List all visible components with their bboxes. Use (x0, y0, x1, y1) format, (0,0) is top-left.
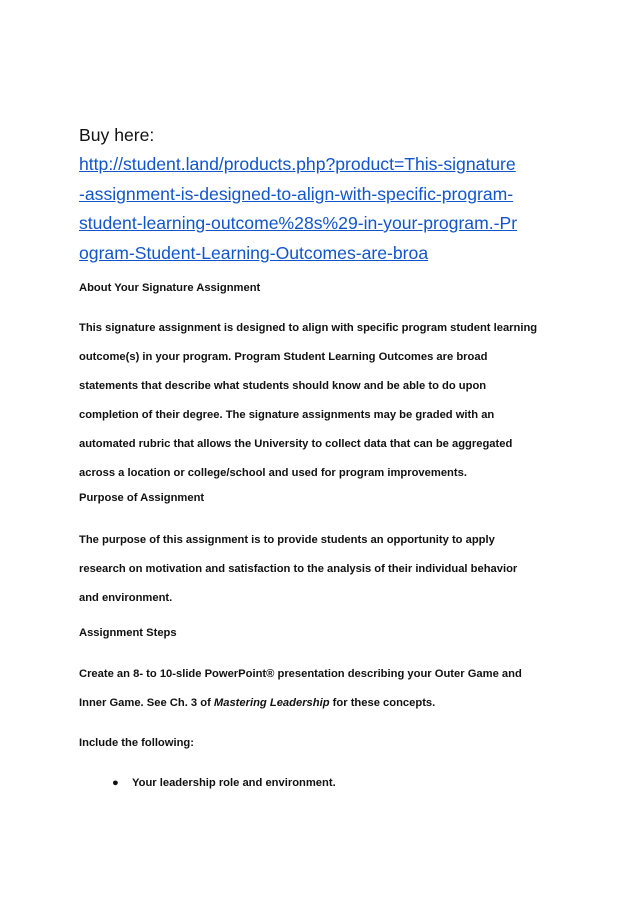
link-line[interactable]: student-learning-outcome%28s%29-in-your-program.-Pr (79, 213, 518, 233)
bullet-text: Your leadership role and environment. (132, 777, 336, 789)
include-label: Include the following: (79, 737, 194, 749)
paragraph-line: The purpose of this assignment is to provide students an opportunity to apply (79, 534, 495, 546)
paragraph-line: research on motivation and satisfaction to the analysis of their individual behavior (79, 563, 518, 575)
paragraph-line (79, 689, 579, 718)
purpose-heading: Purpose of Assignment (79, 492, 205, 504)
steps-heading: Assignment Steps (79, 627, 177, 639)
link-line[interactable]: http://student.land/products.php?product=This-signature (79, 154, 516, 174)
about-heading: About Your Signature Assignment (79, 282, 261, 294)
paragraph-line: outcome(s) in your program. Program Student Learning Outcomes are broad (79, 351, 488, 363)
paragraph-line: This signature assignment is designed to align with specific program student learning (79, 322, 538, 334)
purpose-paragraph (79, 526, 579, 613)
steps-paragraph (79, 660, 579, 718)
paragraph-line: across a location or college/school and used for program improvements. (79, 467, 467, 479)
book-title: Mastering Leadership (213, 697, 330, 709)
paragraph-line: and environment. (79, 592, 173, 604)
line-text: Inner Game. See Ch. 3 of (79, 697, 214, 709)
paragraph-line: statements that describe what students should know and be able to do upon (79, 380, 487, 392)
paragraph-line: Create an 8- to 10-slide PowerPoint® presentation describing your Outer Game and (79, 668, 522, 680)
buy-here-label: Buy here: (79, 125, 155, 145)
link-line[interactable]: ogram-Student-Learning-Outcomes-are-broa (79, 242, 429, 263)
paragraph-line: automated rubric that allows the University to collect data that can be aggregated (79, 438, 513, 450)
link-line[interactable]: -assignment-is-designed-to-align-with-specific-program- (79, 183, 514, 204)
paragraph-line: completion of their degree. The signature assignments may be graded with an (79, 409, 495, 421)
bullet-dot-icon: ● (112, 777, 119, 789)
product-link[interactable] (79, 150, 579, 268)
bullet-item (112, 777, 336, 789)
line-text: for these concepts. (329, 697, 436, 709)
about-paragraph (79, 314, 579, 488)
